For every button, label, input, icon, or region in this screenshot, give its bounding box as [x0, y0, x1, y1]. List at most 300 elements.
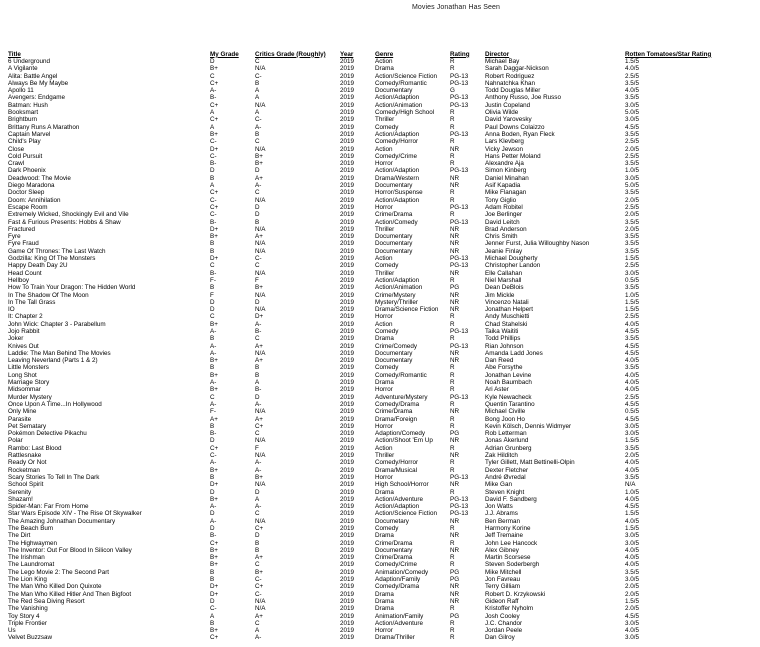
- cell-rotten-tomatoes: 1.5/5: [625, 525, 640, 532]
- cell-year: 2019: [340, 539, 355, 547]
- cell-genre: Animation/Family: [375, 612, 424, 620]
- cell-rotten-tomatoes: 4.0/5: [625, 379, 640, 387]
- cell-title: The Beach Bum: [8, 525, 54, 532]
- cell-rating: R: [450, 364, 455, 372]
- cell-director: Quentin Tarantino: [485, 400, 535, 408]
- cell-my-grade: B+: [210, 357, 218, 365]
- cell-title: A Vigilante: [8, 65, 38, 73]
- cell-critics-grade: C-: [255, 255, 262, 263]
- cell-genre: Horror: [375, 386, 393, 394]
- cell-rating: R: [450, 371, 455, 379]
- cell-rotten-tomatoes: 1.5/5: [625, 510, 640, 518]
- cell-title: Us: [8, 627, 16, 635]
- cell-title: Once Upon A Time...In Hollywood: [8, 400, 102, 408]
- cell-year: 2019: [340, 495, 355, 503]
- cell-director: David F. Sandberg: [485, 495, 537, 503]
- cell-genre: Drama/Thriller: [375, 634, 415, 642]
- table-row: [8, 80, 758, 87]
- cell-my-grade: C+: [210, 101, 219, 109]
- cell-director: Chris Smith: [485, 233, 518, 241]
- table-row: [8, 270, 758, 277]
- cell-critics-grade: A+: [255, 174, 263, 182]
- table-row: [8, 459, 758, 466]
- cell-my-grade: B-: [210, 160, 217, 168]
- cell-year: 2019: [340, 576, 355, 584]
- cell-genre: Horror: [375, 203, 393, 211]
- cell-title: Fyre: [8, 233, 21, 241]
- cell-rotten-tomatoes: 3.5/5: [625, 218, 640, 226]
- cell-rating: NR: [450, 583, 460, 591]
- cell-rotten-tomatoes: 3.5/5: [625, 160, 640, 168]
- cell-director: Kyle Newacheck: [485, 393, 532, 401]
- cell-rotten-tomatoes: 1.5/5: [625, 437, 640, 445]
- cell-critics-grade: C+: [255, 422, 264, 430]
- table-row: [8, 394, 758, 401]
- cell-year: 2019: [340, 437, 355, 445]
- cell-my-grade: A: [210, 612, 215, 620]
- cell-my-grade: B: [210, 174, 215, 182]
- table-row: [8, 313, 758, 320]
- cell-critics-grade: A: [255, 495, 260, 503]
- cell-my-grade: F-: [210, 408, 216, 416]
- table-row: [8, 489, 758, 496]
- column-header-title: Title: [8, 50, 21, 58]
- cell-rotten-tomatoes: 3.5/5: [625, 79, 640, 87]
- cell-year: 2019: [340, 79, 355, 87]
- cell-critics-grade: B: [255, 79, 260, 87]
- cell-my-grade: B: [210, 364, 215, 372]
- column-header-genre: Genre: [375, 50, 394, 58]
- cell-rotten-tomatoes: 2.0/5: [625, 225, 640, 233]
- cell-critics-grade: D: [255, 167, 260, 175]
- cell-title: Hellboy: [8, 276, 29, 284]
- cell-rotten-tomatoes: 4.0/5: [625, 546, 640, 554]
- cell-rotten-tomatoes: 4.0/5: [625, 65, 640, 73]
- cell-year: 2019: [340, 583, 355, 591]
- cell-year: 2019: [340, 357, 355, 365]
- cell-critics-grade: B+: [255, 473, 263, 481]
- cell-title: Cold Pursuit: [8, 152, 43, 160]
- cell-year: 2019: [340, 634, 355, 642]
- table-row: [8, 467, 758, 474]
- cell-rating: R: [450, 561, 455, 569]
- cell-my-grade: C: [210, 393, 215, 401]
- cell-rating: R: [450, 211, 455, 219]
- cell-title: Leaving Neverland (Parts 1 & 2): [8, 357, 98, 365]
- cell-my-grade: A: [210, 123, 215, 131]
- cell-director: Ari Aster: [485, 386, 509, 394]
- cell-rating: PG-13: [450, 327, 469, 335]
- cell-title: Apollo 11: [8, 87, 34, 95]
- cell-year: 2019: [340, 306, 355, 314]
- cell-my-grade: B+: [210, 466, 218, 474]
- cell-my-grade: A-: [210, 379, 217, 387]
- cell-critics-grade: N/A: [255, 481, 266, 489]
- cell-genre: Horror: [375, 422, 393, 430]
- cell-rotten-tomatoes: 4.0/5: [625, 459, 640, 467]
- cell-title: Dark Phoenix: [8, 167, 46, 175]
- cell-director: Mike Gan: [485, 481, 512, 489]
- cell-critics-grade: N/A: [255, 517, 266, 525]
- table-row: [8, 299, 758, 306]
- cell-my-grade: C+: [210, 189, 219, 197]
- cell-genre: Adaption/Comedy: [375, 430, 426, 438]
- cell-title: Knives Out: [8, 342, 39, 350]
- table-row: [8, 167, 758, 174]
- cell-rating: NR: [450, 269, 460, 277]
- column-header-critics-grade: Critics Grade (Roughly): [255, 50, 326, 58]
- cell-critics-grade: C-: [255, 590, 262, 598]
- cell-rotten-tomatoes: 3.5/5: [625, 568, 640, 576]
- cell-my-grade: B+: [210, 386, 218, 394]
- cell-rating: R: [450, 634, 455, 642]
- cell-director: Jonathan Helpert: [485, 306, 533, 314]
- cell-rating: R: [450, 189, 455, 197]
- cell-director: Michael Civille: [485, 408, 526, 416]
- cell-director: Abe Forsythe: [485, 364, 523, 372]
- cell-title: The Laundromat: [8, 561, 55, 569]
- cell-my-grade: B: [210, 335, 215, 343]
- cell-critics-grade: N/A: [255, 247, 266, 255]
- cell-rating: PG-13: [450, 255, 469, 263]
- cell-rotten-tomatoes: 4.0/5: [625, 495, 640, 503]
- cell-rating: R: [450, 138, 455, 146]
- cell-title: Murder Mystery: [8, 393, 52, 401]
- cell-my-grade: B+: [210, 554, 218, 562]
- cell-rotten-tomatoes: 3.0/5: [625, 174, 640, 182]
- cell-my-grade: B+: [210, 546, 218, 554]
- cell-title: Triple Frontier: [8, 619, 47, 627]
- cell-rating: R: [450, 627, 455, 635]
- cell-rating: R: [450, 459, 455, 467]
- cell-genre: Documentary: [375, 233, 413, 241]
- cell-year: 2019: [340, 72, 355, 80]
- cell-genre: Comedy: [375, 327, 399, 335]
- cell-year: 2019: [340, 452, 355, 460]
- cell-rating: NR: [450, 546, 460, 554]
- cell-year: 2019: [340, 371, 355, 379]
- cell-director: Vicky Jewson: [485, 145, 524, 153]
- cell-rating: R: [450, 422, 455, 430]
- cell-rotten-tomatoes: 4.0/5: [625, 320, 640, 328]
- cell-rating: NR: [450, 349, 460, 357]
- cell-my-grade: A-: [210, 400, 217, 408]
- table-body: [8, 58, 758, 642]
- cell-my-grade: A-: [210, 459, 217, 467]
- cell-year: 2019: [340, 218, 355, 226]
- cell-genre: Action/Adaption: [375, 196, 420, 204]
- cell-my-grade: B+: [210, 371, 218, 379]
- cell-year: 2019: [340, 291, 355, 299]
- cell-year: 2019: [340, 386, 355, 394]
- cell-genre: Adventure/Mystery: [375, 393, 428, 401]
- cell-rotten-tomatoes: 4.5/5: [625, 342, 640, 350]
- cell-year: 2019: [340, 225, 355, 233]
- table-row: [8, 277, 758, 284]
- cell-rotten-tomatoes: 2.0/5: [625, 452, 640, 460]
- cell-director: Paul Downs Colaizzo: [485, 123, 545, 131]
- cell-critics-grade: C-: [255, 576, 262, 584]
- cell-critics-grade: A+: [255, 612, 263, 620]
- cell-rating: PG: [450, 430, 460, 438]
- cell-genre: Documetary: [375, 517, 409, 525]
- cell-title: IO: [8, 306, 15, 314]
- cell-rotten-tomatoes: 4.0/5: [625, 466, 640, 474]
- table-row: [8, 219, 758, 226]
- cell-title: Only Mine: [8, 408, 37, 416]
- cell-rating: R: [450, 444, 455, 452]
- cell-my-grade: B+: [210, 233, 218, 241]
- cell-title: The Highwaymen: [8, 539, 57, 547]
- cell-my-grade: F-: [210, 276, 216, 284]
- cell-director: Dexter Fletcher: [485, 466, 529, 474]
- cell-title: Laddie: The Man Behind The Movies: [8, 349, 111, 357]
- cell-title: Jojo Rabbit: [8, 327, 40, 335]
- cell-my-grade: D+: [210, 590, 219, 598]
- cell-critics-grade: N/A: [255, 605, 266, 613]
- table-row: [8, 620, 758, 627]
- cell-my-grade: A-: [210, 349, 217, 357]
- cell-director: J.C. Chandor: [485, 619, 523, 627]
- cell-rotten-tomatoes: 1.5/5: [625, 298, 640, 306]
- cell-genre: Action/Adaption: [375, 94, 420, 102]
- cell-rating: R: [450, 335, 455, 343]
- cell-rotten-tomatoes: 4.5/5: [625, 123, 640, 131]
- cell-title: Always Be My Maybe: [8, 79, 69, 87]
- cell-genre: Horror: [375, 473, 393, 481]
- cell-title: Batman: Hush: [8, 101, 48, 109]
- cell-genre: Comedy/Drama: [375, 400, 420, 408]
- cell-year: 2019: [340, 408, 355, 416]
- cell-title: The Man Who Killed Don Quixote: [8, 583, 102, 591]
- cell-critics-grade: A-: [255, 182, 262, 190]
- cell-rotten-tomatoes: 2.5/5: [625, 203, 640, 211]
- cell-year: 2019: [340, 619, 355, 627]
- cell-my-grade: B+: [210, 130, 218, 138]
- cell-genre: Action/Adaption: [375, 167, 420, 175]
- cell-year: 2019: [340, 546, 355, 554]
- cell-rotten-tomatoes: 1.0/5: [625, 488, 640, 496]
- cell-director: Jenner Furst, Julia Willoughby Nason: [485, 240, 590, 248]
- cell-my-grade: C+: [210, 116, 219, 124]
- cell-year: 2019: [340, 123, 355, 131]
- table-row: [8, 547, 758, 554]
- cell-critics-grade: A: [255, 94, 260, 102]
- cell-year: 2019: [340, 327, 355, 335]
- cell-year: 2019: [340, 400, 355, 408]
- cell-my-grade: D: [210, 298, 215, 306]
- cell-title: Shazam!: [8, 495, 33, 503]
- cell-director: John Lee Hancock: [485, 539, 538, 547]
- cell-director: Kristoffer Nyholm: [485, 605, 534, 613]
- cell-my-grade: B: [210, 576, 215, 584]
- cell-director: Christopher Landon: [485, 262, 541, 270]
- cell-title: Diego Maradona: [8, 182, 55, 190]
- cell-critics-grade: N/A: [255, 240, 266, 248]
- table-row: [8, 124, 758, 131]
- cell-my-grade: C+: [210, 539, 219, 547]
- cell-my-grade: C+: [210, 203, 219, 211]
- cell-year: 2019: [340, 393, 355, 401]
- cell-year: 2019: [340, 532, 355, 540]
- cell-title: School Spirit: [8, 481, 44, 489]
- cell-rating: NR: [450, 437, 460, 445]
- cell-director: Andy Muschietti: [485, 313, 530, 321]
- table-row: [8, 561, 758, 568]
- cell-rating: PG-13: [450, 79, 469, 87]
- cell-director: Anna Boden, Ryan Fleck: [485, 130, 555, 138]
- cell-critics-grade: A-: [255, 123, 262, 131]
- cell-genre: Comedy: [375, 262, 399, 270]
- cell-my-grade: B: [210, 422, 215, 430]
- cell-my-grade: C-: [210, 196, 217, 204]
- cell-rotten-tomatoes: 0.5/5: [625, 408, 640, 416]
- cell-director: Jonathan Levine: [485, 371, 532, 379]
- cell-director: J.J. Abrams: [485, 510, 518, 518]
- cell-director: Dean DeBlois: [485, 284, 524, 292]
- cell-my-grade: B+: [210, 65, 218, 73]
- cell-rotten-tomatoes: 4.0/5: [625, 386, 640, 394]
- cell-rotten-tomatoes: 5.0/5: [625, 182, 640, 190]
- cell-my-grade: B+: [210, 320, 218, 328]
- cell-director: Adrian Grunberg: [485, 444, 532, 452]
- cell-my-grade: C-: [210, 152, 217, 160]
- cell-genre: Documentary: [375, 182, 413, 190]
- cell-genre: Drama: [375, 65, 394, 73]
- cell-my-grade: C-: [210, 452, 217, 460]
- cell-critics-grade: B: [255, 130, 260, 138]
- cell-title: It: Chapter 2: [8, 313, 43, 321]
- cell-genre: Action/Comedy: [375, 218, 418, 226]
- cell-my-grade: C+: [210, 634, 219, 642]
- cell-year: 2019: [340, 160, 355, 168]
- table-row: [8, 613, 758, 620]
- cell-year: 2019: [340, 473, 355, 481]
- cell-critics-grade: A+: [255, 554, 263, 562]
- cell-my-grade: D+: [210, 255, 219, 263]
- cell-my-grade: D+: [210, 145, 219, 153]
- cell-my-grade: D+: [210, 225, 219, 233]
- cell-director: Tyler Gillett, Matt Bettinelli-Olpin: [485, 459, 575, 467]
- cell-my-grade: A-: [210, 503, 217, 511]
- cell-rotten-tomatoes: 1.0/5: [625, 291, 640, 299]
- cell-director: Jon Favreau: [485, 576, 521, 584]
- table-row: [8, 58, 758, 65]
- cell-rating: NR: [450, 452, 460, 460]
- cell-critics-grade: A-: [255, 466, 262, 474]
- cell-rating: NR: [450, 291, 460, 299]
- cell-rotten-tomatoes: 3.0/5: [625, 619, 640, 627]
- cell-genre: Action: [375, 58, 393, 65]
- cell-my-grade: B: [210, 240, 215, 248]
- cell-rotten-tomatoes: 3.5/5: [625, 364, 640, 372]
- cell-rating: NR: [450, 174, 460, 182]
- cell-year: 2019: [340, 182, 355, 190]
- cell-rating: NR: [450, 225, 460, 233]
- cell-title: Joker: [8, 335, 24, 343]
- cell-genre: Action/Adaption: [375, 130, 420, 138]
- cell-rating: R: [450, 58, 455, 65]
- table-row: [8, 335, 758, 342]
- cell-title: Marriage Story: [8, 379, 50, 387]
- cell-year: 2019: [340, 313, 355, 321]
- cell-my-grade: B: [210, 619, 215, 627]
- cell-year: 2019: [340, 517, 355, 525]
- cell-critics-grade: N/A: [255, 306, 266, 314]
- cell-critics-grade: A-: [255, 400, 262, 408]
- cell-title: The Irishman: [8, 554, 45, 562]
- cell-rotten-tomatoes: 4.0/5: [625, 517, 640, 525]
- cell-year: 2019: [340, 109, 355, 117]
- table-row: [8, 321, 758, 328]
- cell-genre: Crime/Mystery: [375, 291, 416, 299]
- cell-critics-grade: C: [255, 619, 260, 627]
- table-row: [8, 109, 758, 116]
- cell-rotten-tomatoes: 3.0/5: [625, 269, 640, 277]
- cell-director: Jim Mickle: [485, 291, 515, 299]
- cell-year: 2019: [340, 612, 355, 620]
- table-row: [8, 569, 758, 576]
- cell-year: 2019: [340, 568, 355, 576]
- cell-rotten-tomatoes: 4.0/5: [625, 561, 640, 569]
- cell-rating: PG-13: [450, 203, 469, 211]
- table-row: [8, 284, 758, 291]
- cell-critics-grade: A-: [255, 503, 262, 511]
- cell-rating: NR: [450, 597, 460, 605]
- cell-my-grade: B-: [210, 532, 217, 540]
- cell-title: Godzilla: King Of The Monsters: [8, 255, 96, 263]
- table-row: [8, 627, 758, 634]
- cell-rating: NR: [450, 240, 460, 248]
- cell-critics-grade: N/A: [255, 349, 266, 357]
- cell-my-grade: C: [210, 72, 215, 80]
- cell-genre: Comedy/Romantic: [375, 371, 427, 379]
- cell-year: 2019: [340, 101, 355, 109]
- cell-genre: Action/Adaption: [375, 503, 420, 511]
- cell-year: 2019: [340, 211, 355, 219]
- cell-genre: Documentary: [375, 240, 413, 248]
- cell-genre: Drama/Musical: [375, 466, 417, 474]
- cell-director: Mike Flanagan: [485, 189, 527, 197]
- cell-title: Parasite: [8, 415, 32, 423]
- cell-title: Fast & Furious Presents: Hobbs & Shaw: [8, 218, 121, 226]
- cell-critics-grade: C+: [255, 583, 264, 591]
- cell-my-grade: B: [210, 473, 215, 481]
- cell-director: André Øvredal: [485, 473, 526, 481]
- cell-rating: R: [450, 379, 455, 387]
- cell-genre: Drama/Western: [375, 174, 419, 182]
- cell-rating: R: [450, 116, 455, 124]
- cell-title: Ready Or Not: [8, 459, 47, 467]
- table-row: [8, 175, 758, 182]
- table-row: [8, 116, 758, 123]
- cell-genre: Documentary: [375, 349, 413, 357]
- table-row: [8, 197, 758, 204]
- cell-director: Rian Johnson: [485, 342, 524, 350]
- cell-my-grade: C-: [210, 211, 217, 219]
- cell-director: Jordan Peele: [485, 627, 523, 635]
- cell-rating: R: [450, 539, 455, 547]
- cell-my-grade: A-: [210, 327, 217, 335]
- cell-director: Todd Phillips: [485, 335, 521, 343]
- cell-year: 2019: [340, 189, 355, 197]
- cell-director: Gideon Raff: [485, 597, 519, 605]
- column-header-rotten-tomatoes: Rotten Tomatoes/Star Rating: [625, 50, 712, 58]
- cell-year: 2019: [340, 196, 355, 204]
- table-row: [8, 262, 758, 269]
- cell-critics-grade: D: [255, 532, 260, 540]
- cell-rating: G: [450, 87, 455, 95]
